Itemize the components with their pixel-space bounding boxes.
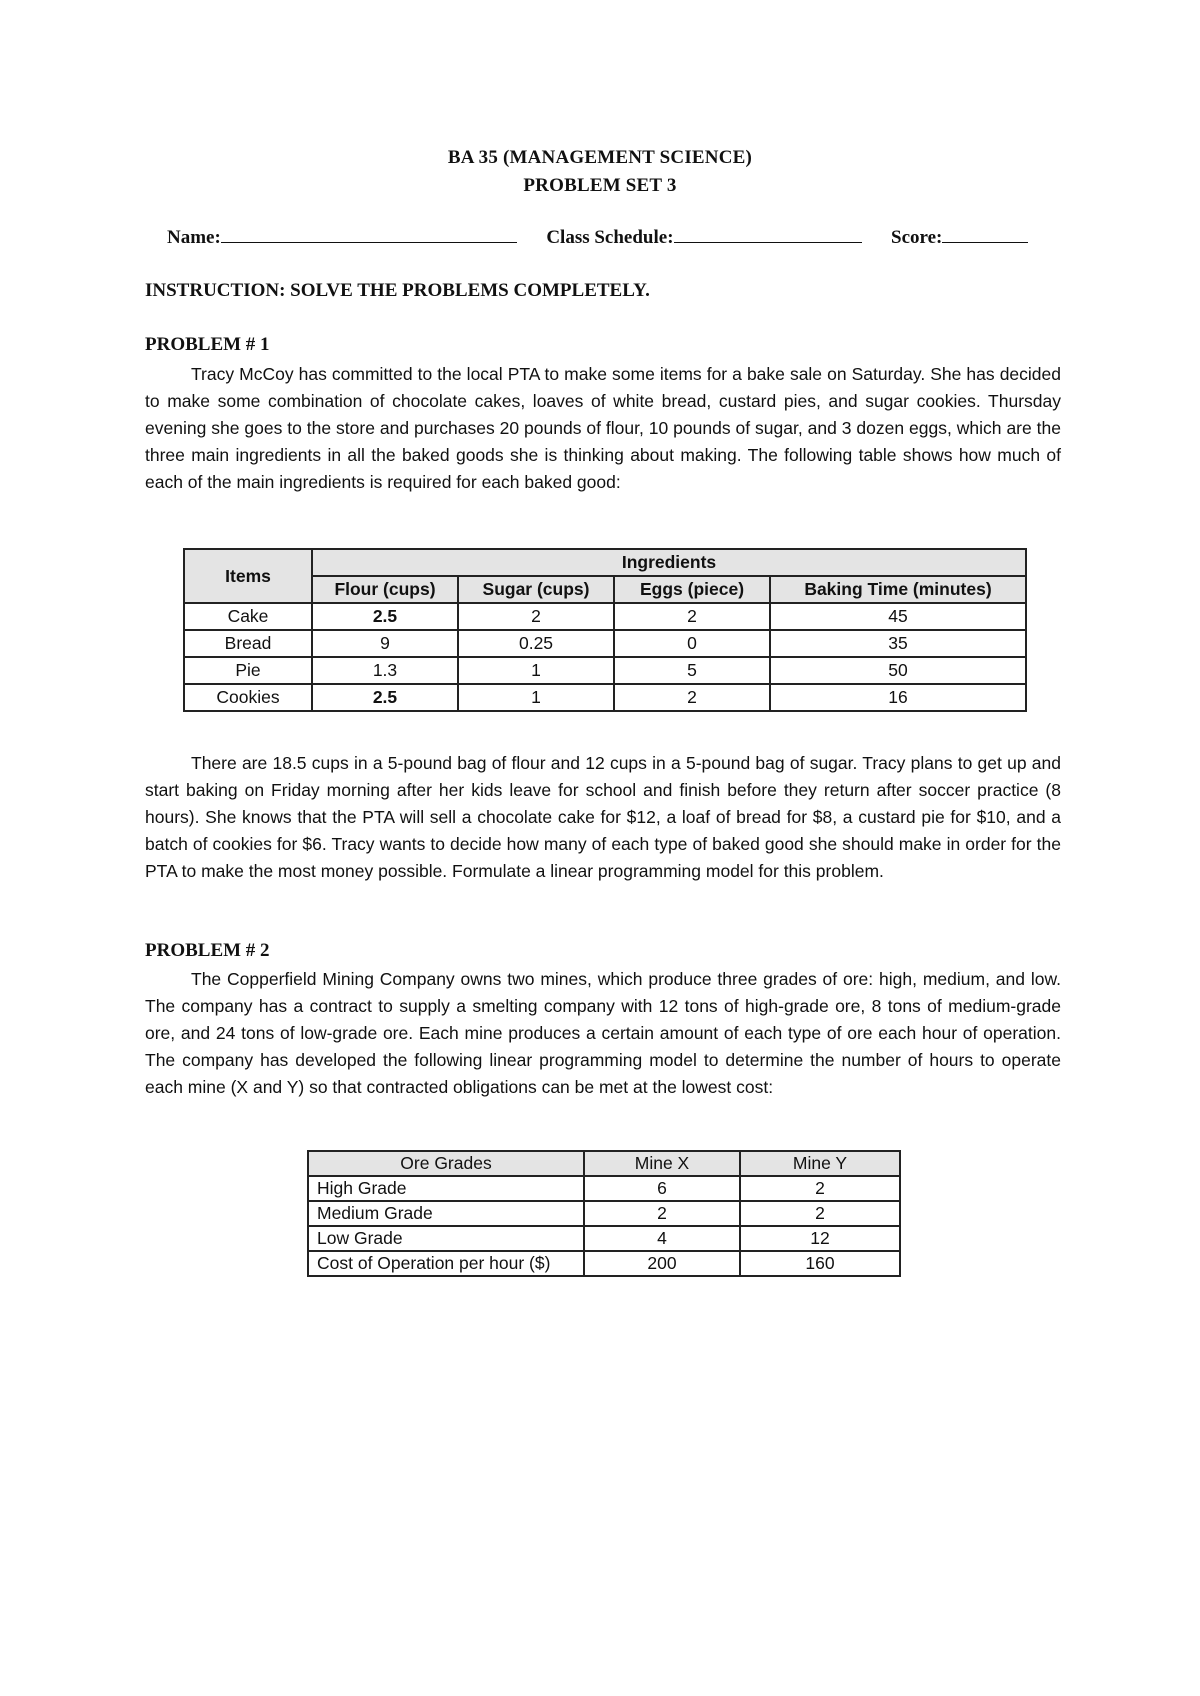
- problem-set-title: PROBLEM SET 3: [523, 175, 677, 196]
- time-cell: 45: [770, 603, 1026, 630]
- sugar-cell: 0.25: [458, 630, 614, 657]
- time-cell: 16: [770, 684, 1026, 711]
- ingredients-table: [183, 548, 1027, 712]
- mine-x-cell: 6: [584, 1176, 740, 1201]
- mine-y-cell: 2: [740, 1176, 900, 1201]
- table-row: [184, 684, 1026, 711]
- column-header: Ore Grades: [308, 1151, 584, 1176]
- item-cell: Cookies: [184, 684, 312, 711]
- column-header: Mine X: [584, 1151, 740, 1176]
- problem-1-intro: Tracy McCoy has committed to the local PTA to make some items for a bake sale on Saturday. She has decided to make some combination of chocolate cakes, loaves of white bread, custard pies, and sugar cookies. Thursday evening she goes to the store and purchases 20 pounds of flour, 10 pounds of sugar, and 3 dozen eggs, which are the three main ingredients in all the baked goods she is thinking about making. The following table shows how much of each of the main ingredients is required for each baked good:: [145, 364, 1061, 492]
- flour-cell: 1.3: [312, 657, 458, 684]
- sugar-cell: 1: [458, 684, 614, 711]
- column-header: Eggs (piece): [614, 576, 770, 603]
- table-row: [184, 603, 1026, 630]
- ingredients-group-header: Ingredients: [312, 549, 1026, 576]
- time-cell: 50: [770, 657, 1026, 684]
- eggs-cell: 2: [614, 603, 770, 630]
- table-row: [308, 1226, 900, 1251]
- score-blank: [942, 226, 1028, 243]
- column-header: Baking Time (minutes): [770, 576, 1026, 603]
- mine-x-cell: 200: [584, 1251, 740, 1276]
- item-cell: Bread: [184, 630, 312, 657]
- ore-grades-table: [307, 1150, 901, 1277]
- time-cell: 35: [770, 630, 1026, 657]
- class-schedule-blank: [674, 226, 862, 243]
- mine-x-cell: 2: [584, 1201, 740, 1226]
- items-header: Items: [184, 549, 312, 603]
- flour-cell: 2.5: [312, 684, 458, 711]
- course-title: BA 35 (MANAGEMENT SCIENCE): [447, 147, 753, 168]
- grade-cell: Medium Grade: [308, 1201, 584, 1226]
- grade-cell: Cost of Operation per hour ($): [308, 1251, 584, 1276]
- grade-cell: Low Grade: [308, 1226, 584, 1251]
- table-row: [184, 630, 1026, 657]
- item-cell: Cake: [184, 603, 312, 630]
- mine-y-cell: 2: [740, 1201, 900, 1226]
- problem-1-heading: PROBLEM # 1: [145, 334, 270, 355]
- sugar-cell: 2: [458, 603, 614, 630]
- table-row: [308, 1251, 900, 1276]
- grade-cell: High Grade: [308, 1176, 584, 1201]
- eggs-cell: 5: [614, 657, 770, 684]
- problem-1-followup: There are 18.5 cups in a 5-pound bag of flour and 12 cups in a 5-pound bag of sugar. Tracy plans to get up and start baking on Friday morning after her kids leave for school and finish before they return after soccer practice (8 hours). She knows that the PTA will sell a chocolate cake for $12, a loaf of bread for $8, a custard pie for $10, and a batch of cookies for $6. Tracy wants to decide how many of each type of baked good she should make in order for the PTA to make the most money possible. Formulate a linear programming model for this problem.: [145, 753, 1061, 881]
- column-header: Mine Y: [740, 1151, 900, 1176]
- sugar-cell: 1: [458, 657, 614, 684]
- table-row: [308, 1201, 900, 1226]
- table-row: [308, 1176, 900, 1201]
- flour-cell: 2.5: [312, 603, 458, 630]
- eggs-cell: 0: [614, 630, 770, 657]
- mine-x-cell: 4: [584, 1226, 740, 1251]
- mine-y-cell: 12: [740, 1226, 900, 1251]
- student-info-fields: [167, 226, 1047, 249]
- problem-2-intro: The Copperfield Mining Company owns two mines, which produce three grades of ore: high, medium, and low. The company has a contract to supply a smelting company with 12 tons of high-grade ore, 8 tons of medium-grade ore, and 24 tons of low-grade ore. Each mine produces a certain amount of each type of ore each hour of operation. The company has developed the following linear programming model to determine the number of hours to operate each mine (X and Y) so that contracted obligations can be met at the lowest cost:: [145, 969, 1061, 1097]
- item-cell: Pie: [184, 657, 312, 684]
- class-schedule-label: Class Schedule:: [546, 227, 674, 248]
- name-label: Name:: [167, 227, 221, 248]
- mine-y-cell: 160: [740, 1251, 900, 1276]
- instruction: INSTRUCTION: SOLVE THE PROBLEMS COMPLETELY.: [145, 280, 650, 301]
- flour-cell: 9: [312, 630, 458, 657]
- name-blank: [221, 226, 517, 243]
- problem-2-heading: PROBLEM # 2: [145, 940, 270, 961]
- table-row: [184, 657, 1026, 684]
- column-header: Sugar (cups): [458, 576, 614, 603]
- eggs-cell: 2: [614, 684, 770, 711]
- column-header: Flour (cups): [312, 576, 458, 603]
- score-label: Score:: [891, 227, 943, 248]
